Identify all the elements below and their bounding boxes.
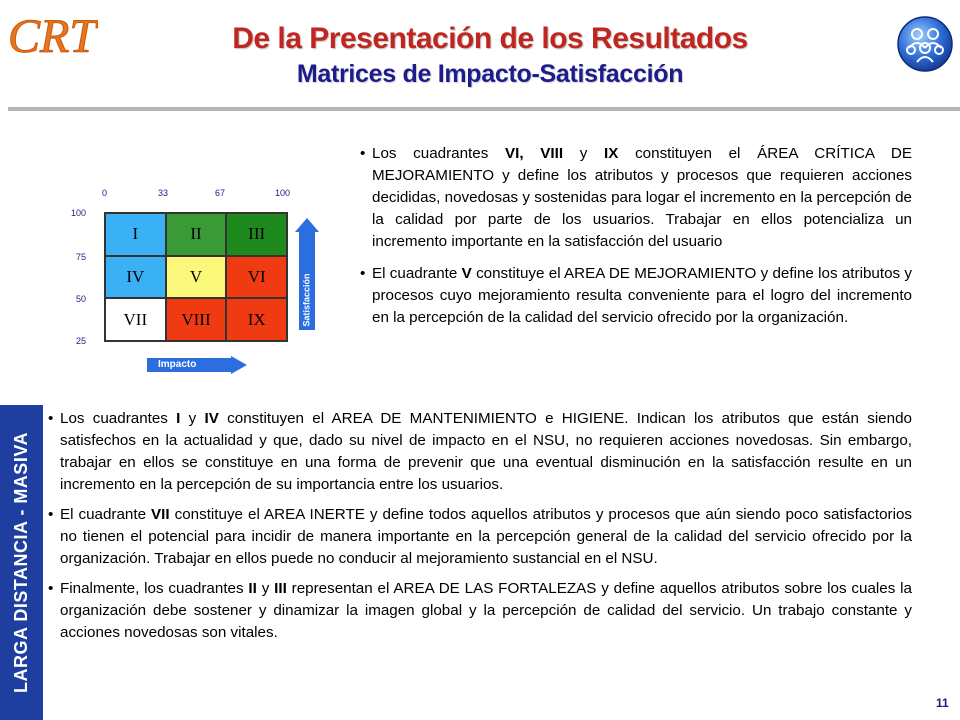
quadrant-grid [104, 212, 288, 342]
impact-label: Impacto [158, 359, 197, 370]
quadrant-cell: I [105, 213, 166, 256]
quadrant-cell: IV [105, 256, 166, 299]
globe-people-icon [895, 14, 955, 74]
quadrant-cell: VI [226, 256, 287, 299]
top-tick-3: 100 [275, 188, 291, 198]
crt-logo [6, 6, 98, 66]
satisfaction-label: Satisfacción [302, 273, 312, 327]
list-item: • Los cuadrantes VI, VIII y IX constituyen el ÁREA CRÍTICA DE MEJORAMIENTO y define los atributos y procesos que requieren acciones decididas, novedosas y sostenidas para logar el incremento en la percepción de la calidad por parte de los usuarios. Trabajar en ellos potencializa un incremento importante en la satisfacción del usuario [360, 143, 912, 253]
quadrant-cell: VII [105, 298, 166, 341]
page-number: 11 [936, 696, 949, 710]
quadrant-cell: III [226, 213, 287, 256]
top-tick-0: 0 [102, 188, 108, 198]
bottom-bullet-list [48, 408, 912, 652]
header-divider [8, 107, 960, 111]
quadrant-cell: V [166, 256, 227, 299]
page-subtitle: Matrices de Impacto-Satisfacción [296, 60, 684, 88]
top-tick-1: 33 [158, 188, 169, 198]
left-tick-2: 50 [75, 294, 86, 304]
logo-text: CRT [8, 10, 97, 63]
top-tick-2: 67 [215, 188, 226, 198]
page-title: De la Presentación de los Resultados [232, 22, 748, 55]
side-label-bar [0, 405, 43, 720]
list-item: • Los cuadrantes I y IV constituyen el AREA DE MANTENIMIENTO e HIGIENE. Indican los atributos que están siendo satisfechos en la actualidad y que, dado su nivel de impacto en el NSU, no requieren acciones novedosas. Sin embargo, trabajar en ellos se constituye en una forma de prevenir que una eventual disminución en la satisfacción resulte en un incremento en la percepción de su importancia entre los usuarios. [48, 408, 912, 496]
quadrant-cell: IX [226, 298, 287, 341]
right-bullet-list [360, 143, 912, 339]
list-item: • El cuadrante VII constituye el AREA INERTE y define todos aquellos atributos y procesos que aún siendo poco satisfactorios no tienen el potencial para incidir de manera importante en la percepción general de la calidad del servicio ofrecido por la organización. Trabajar en ellos puede no conducir al mejoramiento sustancial en el NSU. [48, 504, 912, 570]
quadrant-cell: VIII [166, 298, 227, 341]
left-tick-0: 100 [70, 208, 86, 218]
left-tick-1: 75 [75, 252, 86, 262]
left-tick-3: 25 [75, 336, 86, 346]
list-item: • El cuadrante V constituye el AREA DE MEJORAMIENTO y define los atributos y procesos cuyo mejoramiento resulta conveniente para el logro del incremento en la percepción de la calidad del servicio ofrecido por la organización. [360, 263, 912, 329]
list-item: • Finalmente, los cuadrantes II y III representan el AREA DE LAS FORTALEZAS y define aquellos atributos sobre los cuales la organización debe sostener y dinamizar la imagen global y la percepción de calidad del servicio. Un trabajo constante y acciones novedosas son vitales. [48, 578, 912, 644]
side-label: LARGA DISTANCIA - MASIVA [11, 432, 31, 693]
quadrant-cell: II [166, 213, 227, 256]
